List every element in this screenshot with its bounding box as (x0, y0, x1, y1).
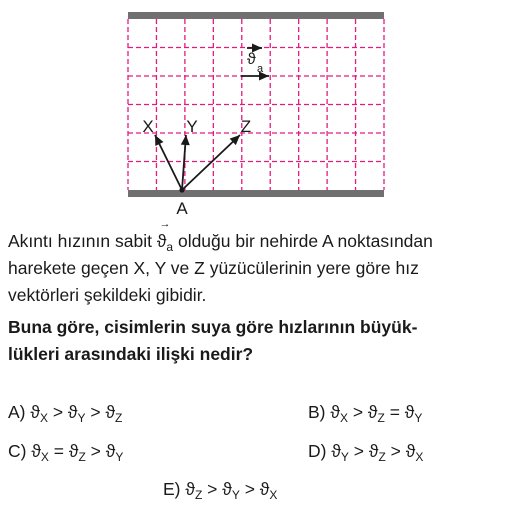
velocity-symbol: $ϑ_Z$ (68, 441, 86, 464)
stem-line-1: Akıntı hızının sabit → $ϑ_a$ olduğu bir nehirde A noktasından (8, 218, 433, 254)
option-letter: A) (8, 402, 31, 422)
velocity-symbol: $ϑ_X$ (30, 402, 48, 425)
velocity-symbol: $ϑ_X$ (31, 441, 49, 464)
velocity-symbol: $ϑ_Y$ (222, 479, 240, 502)
z-velocity-vector (182, 135, 240, 190)
relation-operator: > (385, 441, 406, 461)
bottom-riverbank (128, 190, 384, 197)
relation-operator: > (347, 402, 368, 422)
velocity-symbol: $ϑ_Z$ (185, 479, 203, 502)
option-c[interactable] (8, 441, 123, 462)
stem-line-3: vektörleri şekildeki gibidir. (8, 285, 207, 305)
label-y: Y (186, 117, 198, 136)
relation-operator: > (202, 479, 223, 499)
velocity-symbol: $ϑ_Z$ (367, 402, 385, 425)
dashed-grid (128, 19, 384, 190)
label-point-a: A (176, 199, 188, 218)
relation-operator: > (47, 402, 68, 422)
velocity-symbol: $ϑ_Y$ (105, 441, 124, 464)
x-velocity-vector (155, 135, 182, 190)
top-riverbank (128, 12, 384, 19)
stem-line-2: harekete geçen X, Y ve Z yüzücülerinin yere göre hız (8, 258, 419, 278)
relation-operator: > (85, 402, 106, 422)
relation-operator: > (239, 479, 260, 499)
relation-operator: = (384, 402, 405, 422)
velocity-symbol: $ϑ_X$ (405, 441, 424, 464)
question-line-2: lükleri arasındaki ilişki nedir? (8, 344, 254, 364)
relation-operator: > (348, 441, 369, 461)
current-velocity-symbol: → $ϑ_a$ (156, 218, 174, 254)
option-letter: C) (8, 441, 32, 461)
point-a-dot (179, 187, 184, 192)
velocity-symbol: $ϑ_X$ (330, 402, 348, 425)
question-stem (8, 218, 506, 309)
velocity-symbol: $ϑ_Y$ (331, 441, 349, 464)
label-x: X (142, 117, 154, 136)
option-letter: E) (163, 479, 186, 499)
velocity-symbol: $ϑ_X$ (259, 479, 278, 502)
relation-operator: > (85, 441, 106, 461)
option-letter: D) (308, 441, 332, 461)
question-prompt (8, 314, 506, 368)
relation-operator: = (48, 441, 69, 461)
current-symbol: ϑ (247, 51, 256, 68)
arrow-shaft (182, 135, 240, 190)
velocity-symbol: $ϑ_Z$ (105, 402, 123, 425)
option-e[interactable] (163, 479, 277, 500)
current-velocity-vector (241, 72, 269, 81)
velocity-symbol: $ϑ_Y$ (404, 402, 423, 425)
option-b[interactable] (308, 402, 422, 423)
velocity-symbol: $ϑ_Y$ (67, 402, 86, 425)
current-subscript: a (257, 63, 264, 75)
label-z: Z (240, 117, 252, 136)
river-figure (0, 0, 510, 222)
option-d[interactable] (308, 441, 423, 462)
question-line-1: Buna göre, cisimlerin suya göre hızlarının büyük- (8, 317, 418, 337)
option-a[interactable] (8, 402, 122, 423)
arrow-head (181, 135, 190, 145)
velocity-symbol: $ϑ_Z$ (368, 441, 386, 464)
option-letter: B) (308, 402, 331, 422)
